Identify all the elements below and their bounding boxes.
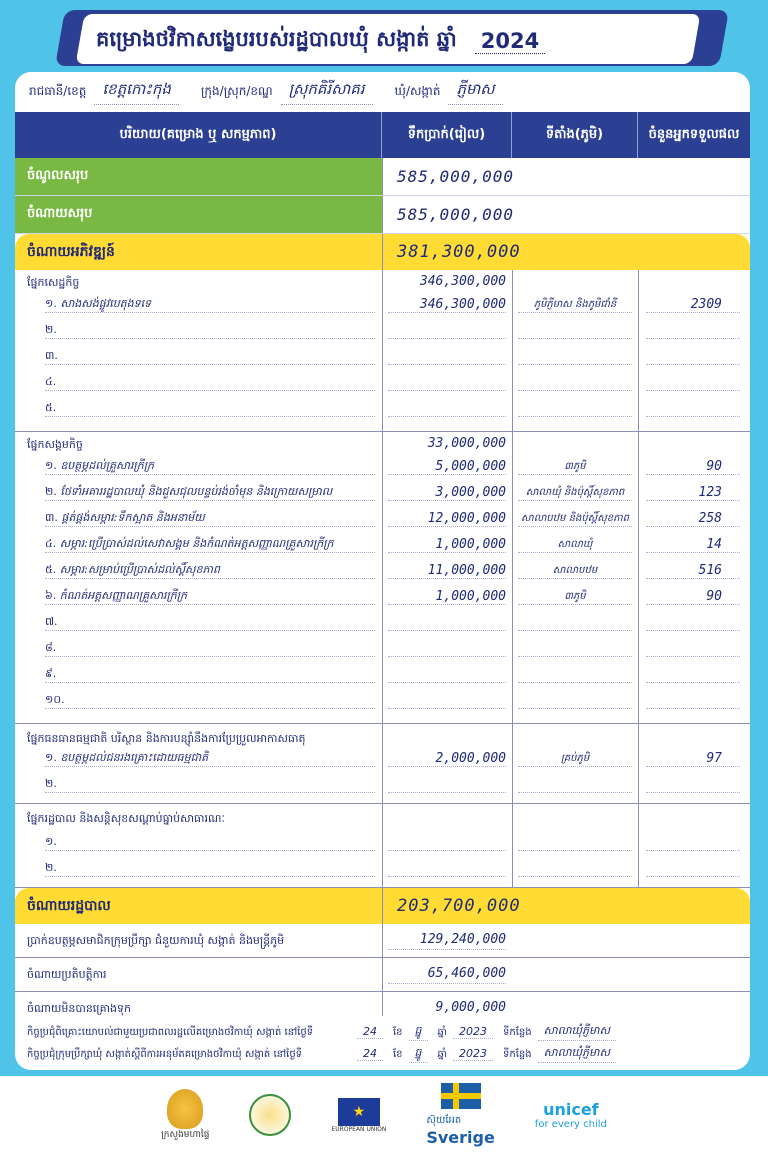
line-item-amount: 1,000,000 [388,589,506,605]
line-item-beneficiaries: 97 [646,751,740,767]
line-item [15,584,750,610]
meeting-consultation: កិច្ចប្រជុំពិគ្រោះយោបល់ជាមួយប្រជាពលរដ្ឋលើគម្រោងថវិកាឃុំ សង្កាត់ នៅថ្ងៃទី 24 ខែ ធ្នូ ឆ្នាំ 2023 ទីកន្លែង សាលាឃុំភ្ញីមាស [27,1022,737,1042]
line-item-beneficiaries: 14 [646,537,740,553]
line-item-location [518,641,632,657]
line-item-beneficiaries [646,693,740,709]
line-item-amount: 5,000,000 [388,459,506,475]
sweden-logo: ស៊ុយអែត Sverige [426,1083,494,1147]
line-item-amount [388,693,506,709]
line-item [15,396,750,422]
line-item-amount: 2,000,000 [388,751,506,767]
line-item-location [518,401,632,417]
budget-card [15,72,750,1068]
unicef-logo: unicef for every child [534,1100,607,1130]
line-item-description: ១. សាងសង់ផ្លូវបេតុងទទេ [45,297,375,313]
line-item-beneficiaries [646,861,740,877]
location-row [15,72,750,112]
development-row [15,234,750,270]
line-item-amount: 3,000,000 [388,485,506,501]
line-item-description: ៥. សម្ភារ:សម្រាប់ប្រើប្រាស់ដល់ស្តិ៍សុខភាព [45,563,375,579]
line-item-location [518,615,632,631]
logo-strip [0,1078,768,1152]
line-item-description: ១. ឧបត្ថម្ភដល់ជនរងគ្រោះដោយធម្មជាតិ [45,751,375,767]
table-header [15,112,750,158]
title-year: 2024 [475,29,545,54]
economic-total: 346,300,000 [419,274,506,289]
admin-row [15,888,750,924]
development-value: 381,300,000 [382,234,750,270]
line-item-location [518,323,632,339]
expense-value: 585,000,000 [382,196,750,233]
line-item-beneficiaries [646,615,740,631]
line-item-location [518,349,632,365]
line-item-description: ២. [45,323,375,339]
line-item-location: សាលាបឋម [518,563,632,579]
line-item [15,370,750,396]
eu-logo: ★ EUROPEAN UNION [331,1098,386,1133]
province-value: ខេត្តកោះកុង [94,80,178,105]
line-item-amount [388,861,506,877]
line-item-description: ១. ឧបត្ថម្ភដល់គ្រួសារក្រីក្រ [45,459,375,475]
line-item-beneficiaries [646,777,740,793]
line-item-description: ៧. [45,615,375,631]
line-item [15,506,750,532]
admin-label: ចំណាយរដ្ឋបាល [27,897,111,914]
line-item [15,772,750,798]
line-item-amount [388,375,506,391]
meeting-approval: កិច្ចប្រជុំក្រុមប្រឹក្សាឃុំ សង្កាត់ស្ដីពីការអនុម័តគម្រោងថវិកាឃុំ សង្កាត់ នៅថ្ងៃទី 24 ខែ ធ្នូ ឆ្នាំ 2023 ទីកន្លែង សាលាឃុំភ្ញីមាស [27,1044,737,1064]
line-item-location: សាលាឃុំ និងប៉ុស្តិ៍សុខភាព [518,485,632,501]
nature-title: ផ្នែកធនធានធម្មជាតិ បរិស្ថាន និងការបន្ស៊ាំនឹងការប្រែប្រួលអាកាសធាតុ [27,732,306,745]
nature-section [15,724,750,804]
line-item-beneficiaries: 123 [646,485,740,501]
line-item-amount [388,615,506,631]
line-item-amount [388,323,506,339]
line-item-amount: 12,000,000 [388,511,506,527]
line-item [15,688,750,714]
line-item [15,610,750,636]
line-item-beneficiaries [646,667,740,683]
header-description: បរិយាយ(គម្រោង ឬ សកម្មភាព) [15,112,382,158]
line-item [15,454,750,480]
line-item-location: សាលាឃុំ [518,537,632,553]
admin-item-row [15,924,750,958]
line-item-amount: 346,300,000 [388,297,506,313]
page-title [96,24,686,58]
line-item-description: ៦. កំណត់អត្តសញ្ញាណគ្រួសារក្រីក្រ [45,589,375,605]
line-item-beneficiaries [646,401,740,417]
meeting-info [15,1016,750,1070]
governance-title: ផ្នែករដ្ឋបាល និងសន្តិសុខសណ្តាប់ធ្នាប់សាធារណៈ [27,812,225,825]
economic-title: ផ្នែកសេដ្ឋកិច្ច [27,276,80,289]
line-item-description: ១០. [45,693,375,709]
line-item [15,480,750,506]
line-item [15,532,750,558]
line-item-beneficiaries: 516 [646,563,740,579]
line-item-beneficiaries: 90 [646,589,740,605]
economic-section [15,270,750,432]
admin-item-label: ចំណាយមិនបានគ្រោងទុក [27,1002,131,1015]
line-item-location [518,861,632,877]
line-item-description: ៤. [45,375,375,391]
expense-row [15,196,750,234]
development-label: ចំណាយអភិវឌ្ឍន៍ [27,243,115,260]
province-label: រាជធានី/ខេត្ត [29,84,87,98]
line-item-beneficiaries [646,349,740,365]
line-item-location: គ្រប់ភូមិ [518,751,632,767]
admin-item-label: ចំណាយប្រតិបត្តិការ [27,968,107,981]
admin-item-amount: 65,460,000 [388,966,506,984]
ncdd-logo [249,1094,291,1136]
district-value: ស្រុកគិរីសាគរ [281,80,373,105]
line-item-beneficiaries: 90 [646,459,740,475]
line-item-beneficiaries: 258 [646,511,740,527]
line-item [15,292,750,318]
line-item-location [518,667,632,683]
line-item-description: ៤. សម្ភារ:ប្រើប្រាស់ដល់សេវាសង្គម និងកំណត់អត្តសញ្ញាណគ្រួសារក្រីក្រ [45,537,375,553]
line-item-amount [388,401,506,417]
line-item-location [518,693,632,709]
line-item-amount: 11,000,000 [388,563,506,579]
revenue-row [15,158,750,196]
line-item-description: ៣. ផ្គត់ផ្គង់សម្ភារ:ទឹកស្អាត និងអនាម័យ [45,511,375,527]
line-item-location [518,835,632,851]
admin-item-label: ប្រាក់ឧបត្ថម្ភសមាជិកក្រុមប្រឹក្សា ជំនួយការឃុំ សង្កាត់ និងមន្ត្រីភូមិ [27,934,285,947]
revenue-value: 585,000,000 [382,158,750,195]
line-item-beneficiaries: 2309 [646,297,740,313]
admin-value: 203,700,000 [382,888,750,924]
line-item [15,318,750,344]
line-item-beneficiaries [646,835,740,851]
social-total: 33,000,000 [427,436,506,451]
line-item-location: ភូមិភ្ញីមាស និងភូមិជាំនី [518,297,632,313]
line-item-beneficiaries [646,375,740,391]
line-item-location: សាលាបឋម និងប៉ុស្តិ៍សុខភាព [518,511,632,527]
line-item-beneficiaries [646,323,740,339]
line-item-beneficiaries [646,641,740,657]
expense-label: ចំណាយសរុប [15,196,382,233]
line-item-amount [388,667,506,683]
district-label: ក្រុង/ស្រុក/ខណ្ឌ [200,84,273,98]
ministry-seal-icon [167,1089,203,1129]
header-beneficiaries: ចំនួនអ្នកទទួលផល [648,126,740,142]
ministry-logo: ក្រសួងមហាផ្ទៃ [161,1089,209,1142]
title-text: គម្រោងថវិកាសង្ខេបរបស់រដ្ឋបាលឃុំ សង្កាត់ ឆ្នាំ [96,26,457,51]
line-item-amount [388,349,506,365]
commune-label: ឃុំ/សង្កាត់ [394,84,441,98]
line-item-description: ៥. [45,401,375,417]
line-item [15,856,750,882]
line-item-location: ៣ភូមិ [518,589,632,605]
header-amount: ទឹកប្រាក់(រៀល) [382,112,512,158]
admin-item-amount: 129,240,000 [388,932,506,950]
line-item-amount [388,835,506,851]
line-item-description: ៩. [45,667,375,683]
social-title: ផ្នែកសង្គមកិច្ច [27,438,83,451]
sweden-flag-icon [441,1083,481,1109]
admin-item-row [15,958,750,992]
line-item-amount [388,641,506,657]
governance-section [15,804,750,888]
line-item-location [518,777,632,793]
social-section [15,432,750,724]
line-item-description: ១. [45,835,375,851]
line-item-amount: 1,000,000 [388,537,506,553]
ncdd-seal-icon [249,1094,291,1136]
line-item [15,636,750,662]
line-item-description: ២. [45,777,375,793]
line-item [15,830,750,856]
revenue-label: ចំណូលសរុប [15,158,382,195]
eu-flag-icon: ★ [338,1098,380,1126]
admin-item-amount: 9,000,000 [388,1000,506,1018]
line-item [15,746,750,772]
line-item [15,558,750,584]
line-item-location [518,375,632,391]
line-item-description: ២. [45,861,375,877]
line-item-description: ២. ថែទាំអគាររដ្ឋបាលឃុំ និងជួសជុលបន្ទប់រង់ចាំមុន និងក្រោយសម្រាល [45,485,375,501]
commune-value: ភ្ញីមាស [448,80,502,105]
line-item [15,344,750,370]
line-item [15,662,750,688]
line-item-description: ៣. [45,349,375,365]
line-item-description: ៨. [45,641,375,657]
header-location: ទីតាំង(ភូមិ) [512,112,638,158]
line-item-amount [388,777,506,793]
line-item-location: ៣ភូមិ [518,459,632,475]
